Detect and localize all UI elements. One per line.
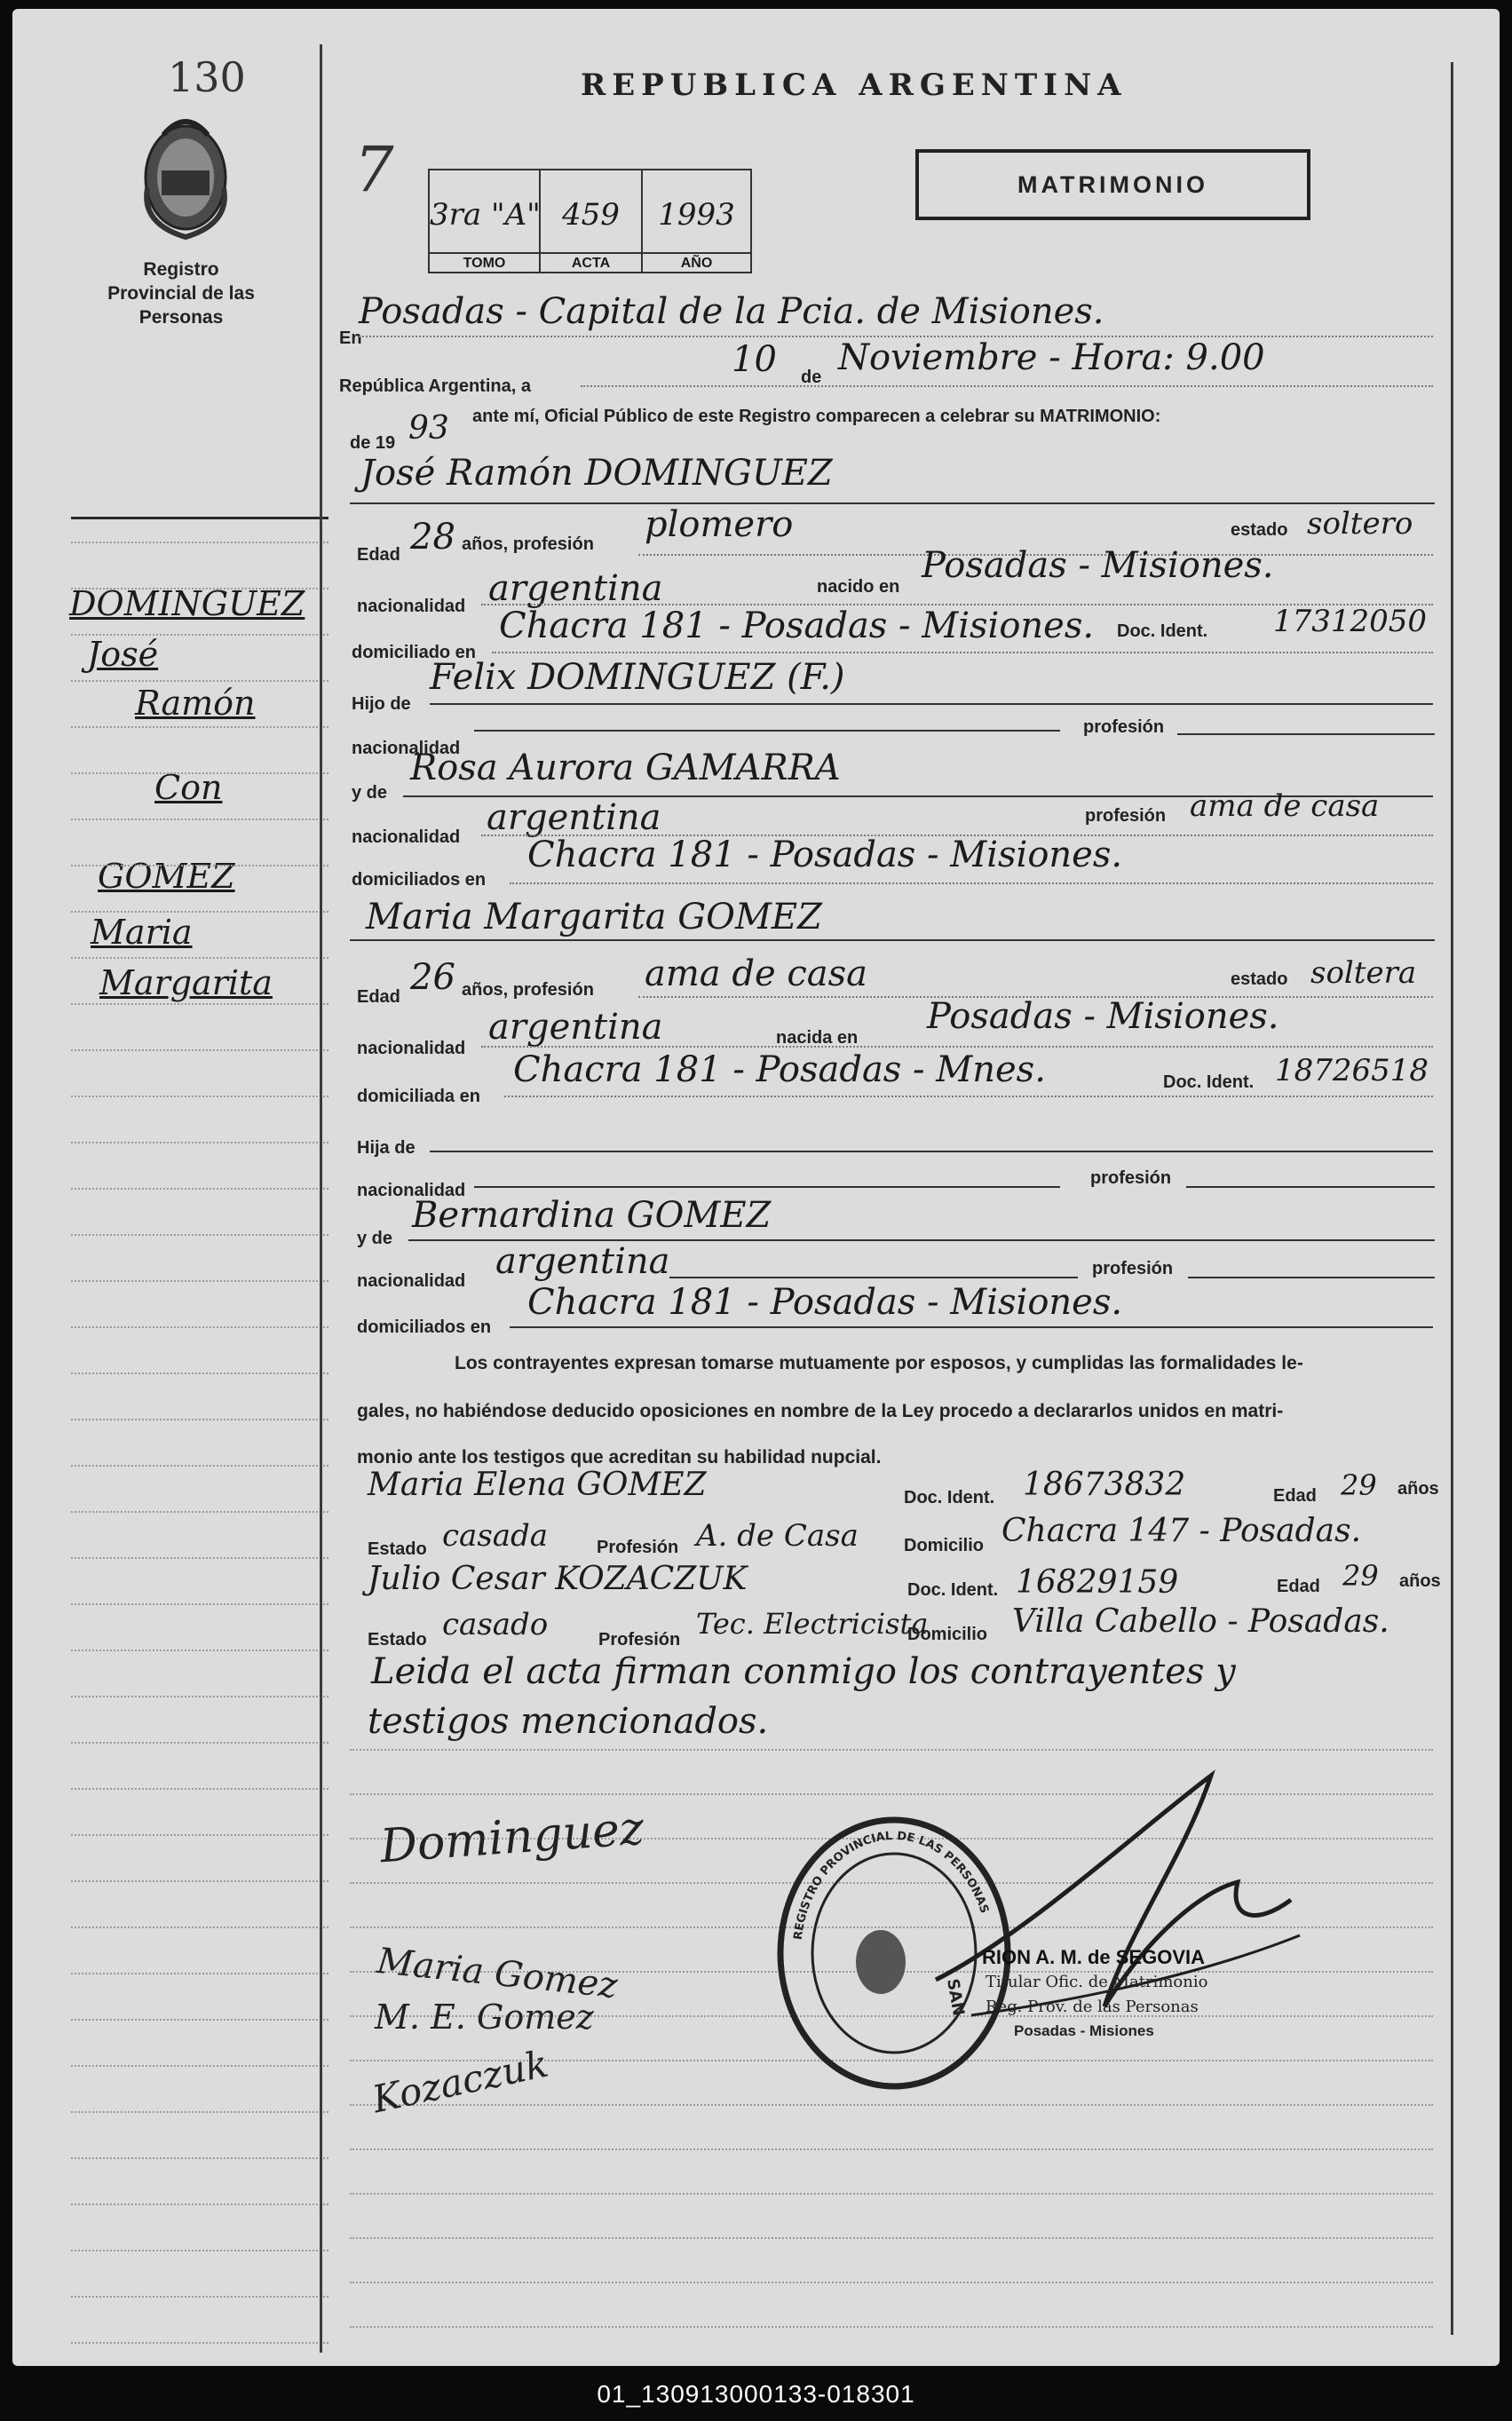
margin-ruled-line [71, 1326, 329, 1328]
ano-cell [643, 170, 750, 273]
groom-doc: 17312050 [1273, 604, 1428, 639]
bride-hija-label: Hija de [357, 1138, 416, 1158]
margin-ruled-line [71, 588, 329, 589]
margin-ruled-line [71, 680, 329, 682]
margin-bride-given2: Margarita [99, 963, 273, 1002]
body-ruled-line [350, 2104, 1433, 2106]
margin-divider [71, 517, 329, 519]
bride-age: 26 [410, 957, 455, 998]
closing-line-1: Leida el acta firman conmigo los contrayentes y [371, 1651, 1236, 1692]
bride-father-line [430, 1151, 1433, 1152]
de-label: de [801, 368, 822, 387]
groom-name: José Ramón DOMINGUEZ [360, 453, 833, 494]
groom-y-de-label: y de [352, 783, 388, 803]
witness2-doc-label: Doc. Ident. [907, 1580, 999, 1600]
margin-ruled-line [71, 772, 329, 774]
margin-ruled-line [71, 1834, 329, 1836]
margin-groom-given2: Ramón [135, 684, 256, 723]
margin-ruled-line [71, 1788, 329, 1790]
marriage-place: Posadas - Capital de la Pcia. de Misiones. [359, 291, 1104, 332]
bride-name-line [350, 939, 1435, 941]
groom-estado-label: estado [1231, 520, 1288, 540]
groom-mother-prof-label: profesión [1085, 806, 1167, 826]
declaration-line-3: monio ante los testigos que acreditan su habilidad nupcial. [357, 1447, 882, 1468]
page-number: 130 [168, 53, 246, 101]
witness2-status: casado [442, 1607, 549, 1642]
witness2-edad-label: Edad [1277, 1577, 1320, 1596]
tomo-value: 3ra "A" [430, 197, 541, 233]
groom-status: soltero [1307, 506, 1413, 542]
groom-mother-nationality: argentina [487, 797, 661, 838]
witness2-domicilio-label: Domicilio [907, 1625, 988, 1644]
groom-line-5 [510, 882, 1433, 884]
signature-groom: Dominguez [378, 1801, 646, 1874]
margin-ruled-line [71, 2111, 329, 2113]
margin-ruled-line [71, 865, 329, 866]
margin-ruled-line [71, 2157, 329, 2159]
officer-title: Titular Ofic. de Matrimonio [986, 1973, 1208, 1991]
officer-name: RION A. M. de SEGOVIA [982, 1946, 1205, 1968]
groom-address: Chacra 181 - Posadas - Misiones. [499, 605, 1095, 646]
groom-name-line [350, 502, 1435, 504]
groom-father-nac-line [474, 730, 1060, 732]
bride-profesion-label: años, profesión [462, 980, 594, 1000]
margin-ruled-line [71, 1142, 329, 1143]
bride-domicilio-label: domiciliada en [357, 1087, 480, 1106]
margin-ruled-line [71, 1188, 329, 1190]
record-type: MATRIMONIO [1017, 171, 1208, 198]
initial-mark: 7 [354, 133, 394, 206]
witness2-name: Julio Cesar KOZACZUK [368, 1561, 748, 1597]
margin-ruled-line [71, 1096, 329, 1097]
bride-profession: ama de casa [645, 953, 867, 994]
margin-ruled-line [71, 1650, 329, 1651]
bride-doc: 18726518 [1275, 1053, 1429, 1088]
bride-status: soltera [1310, 955, 1417, 991]
year-label-post: ante mí, Oficial Público de este Registro comparecen a celebrar su MATRIMONIO: [472, 407, 1161, 426]
groom-father-prof-label: profesión [1083, 717, 1165, 737]
margin-ruled-line [71, 542, 329, 543]
witness1-age: 29 [1341, 1468, 1377, 1502]
bride-mother-nationality: argentina [495, 1241, 670, 1282]
margin-groom-given1: José [87, 635, 159, 674]
margin-ruled-line [71, 1003, 329, 1005]
margin-ruled-line [71, 2250, 329, 2251]
witness2-profesion-label: Profesión [598, 1630, 681, 1650]
bride-birthplace: Posadas - Misiones. [927, 996, 1279, 1037]
margin-ruled-line [71, 1973, 329, 1974]
marriage-year: 93 [408, 410, 449, 447]
signature-witness1: M. E. Gomez [375, 1998, 594, 2037]
acta-label: ACTA [541, 252, 641, 272]
margin-ruled-line [71, 2065, 329, 2067]
witness2-address: Villa Cabello - Posadas. [1012, 1603, 1389, 1640]
witness1-edad-label: Edad [1273, 1486, 1317, 1506]
margin-ruled-line [71, 1511, 329, 1513]
bride-mother-nac-label: nacionalidad [357, 1271, 466, 1291]
margin-ruled-line [71, 1603, 329, 1605]
groom-birthplace: Posadas - Misiones. [922, 545, 1274, 586]
margin-ruled-line [71, 1373, 329, 1374]
margin-ruled-line [71, 1280, 329, 1282]
bride-father-prof-line [1186, 1186, 1435, 1188]
witness2-age: 29 [1342, 1559, 1379, 1593]
groom-edad-label: Edad [357, 545, 400, 565]
margin-ruled-line [71, 1742, 329, 1744]
closing-line-2: testigos mencionados. [368, 1701, 769, 1742]
image-caption: 01_130913000133-018301 [597, 2380, 915, 2408]
body-ruled-line [350, 2282, 1433, 2283]
groom-father-line [430, 703, 1433, 705]
margin-ruled-line [71, 819, 329, 820]
margin-ruled-line [71, 1557, 329, 1559]
bride-mother: Bernardina GOMEZ [412, 1195, 772, 1236]
margin-ruled-line [71, 911, 329, 913]
groom-mother-profession: ama de casa [1190, 788, 1380, 824]
groom-dom-parents-label: domiciliados en [352, 870, 487, 890]
bride-line-2 [481, 1046, 1433, 1048]
groom-hijo-label: Hijo de [352, 694, 411, 714]
coat-of-arms-icon [137, 108, 234, 241]
republica-label: República Argentina, a [339, 376, 531, 396]
bride-nationality: argentina [488, 1007, 663, 1048]
groom-father-nac-label: nacionalidad [352, 739, 461, 758]
body-ruled-line [350, 2193, 1433, 2195]
bride-mother-prof-label: profesión [1092, 1259, 1174, 1278]
witness1-estado-label: Estado [368, 1539, 427, 1559]
page-title: REPUBLICA ARGENTINA [581, 67, 1128, 103]
margin-ruled-line [71, 726, 329, 728]
bride-line-3 [504, 1096, 1433, 1097]
signature-bride: Maria Gomez [375, 1940, 620, 2007]
groom-father: Felix DOMINGUEZ (F.) [430, 657, 845, 698]
date-line [581, 385, 1433, 387]
registry-label: Registro Provincial de las Personas [107, 259, 255, 328]
tomo-cell [430, 170, 541, 273]
bride-edad-label: Edad [357, 987, 400, 1007]
witness1-address: Chacra 147 - Posadas. [1001, 1513, 1362, 1549]
body-ruled-line [350, 2326, 1433, 2328]
margin-ruled-line [71, 2203, 329, 2205]
bride-estado-label: estado [1231, 969, 1288, 989]
margin-ruled-line [71, 1234, 329, 1236]
bride-parents-line [510, 1326, 1433, 1328]
witness1-doc: 18673832 [1023, 1467, 1186, 1503]
bride-name: Maria Margarita GOMEZ [366, 897, 822, 938]
margin-ruled-line [71, 2296, 329, 2298]
bride-address: Chacra 181 - Posadas - Mnes. [513, 1049, 1046, 1090]
margin-bride-given1: Maria [91, 913, 193, 952]
body-ruled-line [350, 2148, 1433, 2150]
margin-ruled-line [71, 1880, 329, 1882]
acta-value: 459 [562, 197, 620, 233]
groom-father-prof-line [1177, 733, 1435, 735]
margin-ruled-line [71, 1927, 329, 1928]
document-page [12, 9, 1500, 2366]
groom-age: 28 [410, 517, 455, 558]
groom-mother: Rosa Aurora GAMARRA [410, 748, 841, 788]
witness1-anos-label: años [1397, 1479, 1439, 1499]
year-label-pre: de 19 [350, 433, 396, 453]
margin-ruled-line [71, 2342, 329, 2344]
groom-profesion-label: años, profesión [462, 534, 594, 554]
groom-nacionalidad-label: nacionalidad [357, 597, 466, 616]
officer-org: Reg. Prov. de las Personas [986, 1998, 1199, 2016]
groom-mother-nac-label: nacionalidad [352, 827, 461, 847]
bride-doc-label: Doc. Ident. [1163, 1072, 1255, 1092]
signature-witness2: Kozaczuk [368, 2041, 552, 2122]
declaration-line-1: Los contrayentes expresan tomarse mutuamente por esposos, y cumplidas las formalidades le- [455, 1353, 1303, 1373]
bride-mother-prof-line [1188, 1277, 1435, 1278]
groom-domicilio-label: domiciliado en [352, 643, 477, 662]
margin-ruled-line [71, 1049, 329, 1051]
witness2-estado-label: Estado [368, 1630, 427, 1650]
acta-cell [541, 170, 643, 273]
witness2-doc: 16829159 [1016, 1564, 1179, 1601]
witness1-domicilio-label: Domicilio [904, 1536, 985, 1555]
margin-ruled-line [71, 957, 329, 959]
margin-ruled-line [71, 1696, 329, 1697]
ano-label: AÑO [643, 252, 750, 272]
bride-nacionalidad-label: nacionalidad [357, 1039, 466, 1058]
margin-ruled-line [71, 2019, 329, 2021]
groom-profession: plomero [645, 504, 794, 545]
margin-groom-surname: DOMINGUEZ [69, 584, 305, 623]
witness1-profession: A. de Casa [696, 1518, 859, 1554]
tomo-label: TOMO [430, 252, 539, 272]
groom-nationality: argentina [488, 568, 663, 609]
right-rule [1451, 62, 1453, 2335]
witness1-status: casada [442, 1518, 549, 1554]
bride-mother-nac-line [669, 1277, 1078, 1278]
bride-y-de-label: y de [357, 1229, 393, 1248]
witness2-anos-label: años [1399, 1571, 1441, 1591]
marriage-day: 10 [732, 339, 777, 380]
groom-parents-address: Chacra 181 - Posadas - Misiones. [527, 835, 1123, 875]
groom-doc-label: Doc. Ident. [1117, 621, 1208, 641]
ano-value: 1993 [658, 197, 735, 233]
margin-ruled-line [71, 1419, 329, 1420]
witness1-profesion-label: Profesión [597, 1538, 679, 1557]
declaration-line-2: gales, no habiéndose deducido oposiciones en nombre de la Ley procedo a declararlos unidos en matri- [357, 1401, 1284, 1421]
bride-dom-parents-label: domiciliados en [357, 1317, 492, 1337]
bride-nacida-label: nacida en [776, 1028, 859, 1048]
body-ruled-line [350, 2237, 1433, 2239]
en-label: En [339, 328, 362, 348]
record-box [428, 169, 752, 273]
margin-ruled-line [71, 634, 329, 636]
officer-city: Posadas - Misiones [1014, 2022, 1154, 2039]
bride-father-nac-line [474, 1186, 1060, 1188]
margin-rule [320, 44, 322, 2353]
bride-father-prof-label: profesión [1090, 1168, 1172, 1188]
seal-inner-text: SAN [943, 1977, 969, 2018]
bride-parents-address: Chacra 181 - Posadas - Misiones. [527, 1282, 1123, 1323]
witness1-doc-label: Doc. Ident. [904, 1488, 995, 1507]
seal-ring-text: REGISTRO PROVINCIAL DE LAS PERSONAS [791, 1829, 992, 1941]
witness2-profession: Tec. Electricista [696, 1607, 929, 1641]
marriage-month-hour: Noviembre - Hora: 9.00 [838, 337, 1265, 378]
witness1-name: Maria Elena GOMEZ [368, 1467, 707, 1503]
record-type-box [915, 149, 1310, 220]
groom-nacido-label: nacido en [817, 577, 900, 597]
groom-line-3 [492, 652, 1433, 653]
bride-father-nac-label: nacionalidad [357, 1181, 466, 1200]
margin-bride-surname: GOMEZ [98, 857, 235, 896]
margin-ruled-line [71, 1465, 329, 1467]
margin-conjunction: Con [154, 768, 223, 807]
